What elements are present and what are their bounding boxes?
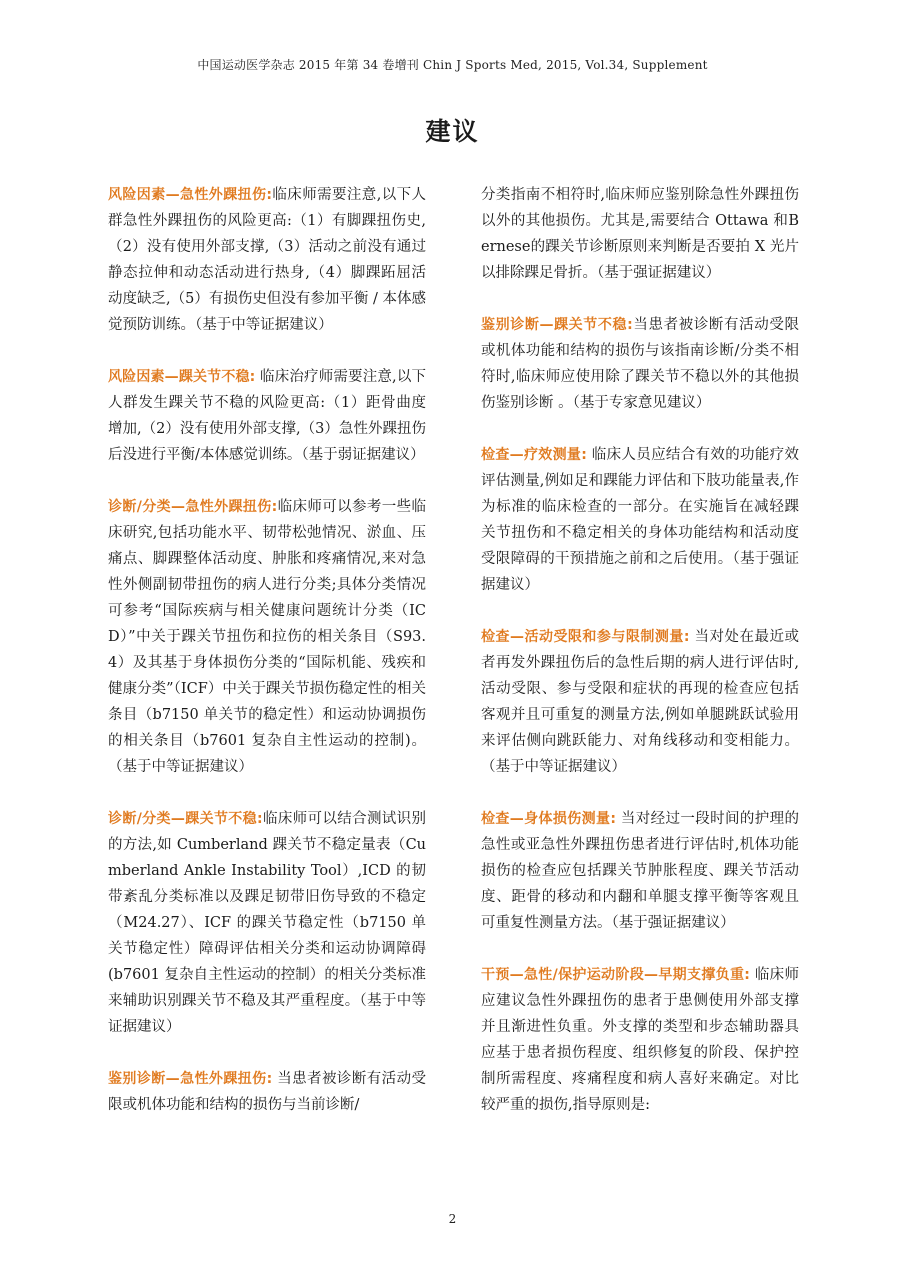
right-column — [481, 182, 799, 1144]
recommendation-heading: 诊断/分类—踝关节不稳: — [108, 811, 263, 827]
recommendation-body: 当患者被诊断有活动受限或机体功能和结构的损伤与该指南诊断/分类不相符时,临床师应使用除了踝关节不稳以外的其他损伤鉴别诊断 。（基于专家意见建议） — [481, 317, 800, 411]
recommendation-paragraph — [481, 312, 799, 416]
recommendation-paragraph — [108, 494, 426, 780]
recommendation-body: 当患者被诊断有活动受限或机体功能和结构的损伤与当前诊断/ — [108, 1071, 426, 1113]
recommendation-body: 当对经过一段时间的护理的急性或亚急性外踝扭伤患者进行评估时,机体功能损伤的检查应包括踝关节肿胀程度、踝关节活动度、距骨的移动和内翻和单腿支撑平衡等客观且可重复性测量方法。（基于强证据建议） — [481, 811, 799, 931]
recommendation-body: 临床师可以结合测试识别的方法,如 Cumberland 踝关节不稳定量表（Cumberland Ankle Instability Tool）,ICD 的韧带紊乱分类标准以及踝足韧带旧伤导致的不稳定（M24.27）、ICF 的踝关节稳定性（b7150 单关节稳定性）障碍评估相关分类和运动协调障碍(b7601 复杂自主性运动的控制）的相关分类标准来辅助识别踝关节不稳及其严重程度。（基于中等证据建议） — [108, 811, 426, 1035]
running-head: 中国运动医学杂志 2015 年第 34 卷增刊 Chin J Sports Med, 2015, Vol.34, Supplement — [197, 58, 708, 72]
recommendation-body: 当对处在最近或者再发外踝扭伤后的急性后期的病人进行评估时,活动受限、参与受限和症状的再现的检查应包括客观并且可重复的测量方法,例如单腿跳跃试验用来评估侧向跳跃能力、对角线移动和变相能力。（基于中等证据建议） — [481, 629, 799, 775]
page-number: 2 — [448, 1212, 457, 1226]
recommendation-heading: 检查—活动受限和参与限制测量: — [481, 629, 690, 645]
recommendation-heading: 检查—疗效测量: — [481, 447, 587, 463]
recommendation-body: 临床师需要注意,以下人群急性外踝扭伤的风险更高:（1）有脚踝扭伤史,（2）没有使用外部支撑,（3）活动之前没有通过静态拉伸和动态活动进行热身,（4）脚踝跖屈活动度缺乏,（5）有损伤史但没有参加平衡 / 本体感觉预防训练。（基于中等证据建议） — [108, 187, 426, 333]
recommendation-heading: 鉴别诊断—踝关节不稳: — [481, 317, 633, 333]
recommendation-heading: 干预—急性/保护运动阶段—早期支撑负重: — [481, 967, 750, 983]
recommendation-paragraph — [108, 1066, 426, 1118]
recommendation-paragraph — [108, 364, 426, 468]
recommendation-heading: 诊断/分类—急性外踝扭伤: — [108, 499, 278, 515]
recommendation-paragraph — [108, 182, 426, 338]
recommendation-heading: 鉴别诊断—急性外踝扭伤: — [108, 1071, 273, 1087]
left-column — [108, 182, 426, 1144]
recommendation-paragraph — [108, 806, 426, 1040]
recommendation-body: 临床师可以参考一些临床研究,包括功能水平、韧带松弛情况、淤血、压痛点、脚踝整体活动度、肿胀和疼痛情况,来对急性外侧副韧带扭伤的病人进行分类;具体分类情况可参考“国际疾病与相关健康问题统计分类（ICD）”中关于踝关节扭伤和拉伤的相关条目（S93.4）及其基于身体损伤分类的“国际机能、残疾和健康分类”（ICF）中关于踝关节损伤稳定性的相关条目（b7150 单关节的稳定性）和运动协调损伤的相关条目（b7601 复杂自主性运动的控制)。（基于中等证据建议） — [108, 499, 426, 775]
recommendation-body: 分类指南不相符时,临床师应鉴别除急性外踝扭伤以外的其他损伤。尤其是,需要结合 Ottawa 和Bernese的踝关节诊断原则来判断是否要拍 X 光片以排除踝足骨折。（基于强证据建议） — [481, 187, 799, 281]
recommendation-heading: 风险因素—急性外踝扭伤: — [108, 187, 272, 203]
recommendation-body: 临床人员应结合有效的功能疗效评估测量,例如足和踝能力评估和下肢功能量表,作为标准的临床检查的一部分。在实施旨在减轻踝关节扭伤和不稳定相关的身体功能结构和活动度受限障碍的干预措施之前和之后使用。（基于强证据建议） — [481, 447, 799, 593]
page-title: 建议 — [425, 117, 480, 146]
recommendation-body: 临床治疗师需要注意,以下人群发生踝关节不稳的风险更高:（1）距骨曲度增加,（2）没有使用外部支撑,（3）急性外踝扭伤后没进行平衡/本体感觉训练。（基于弱证据建议） — [108, 369, 427, 463]
recommendation-continuation — [481, 182, 799, 286]
recommendation-paragraph — [481, 624, 799, 780]
recommendation-paragraph — [481, 442, 799, 598]
recommendation-paragraph — [481, 806, 799, 936]
recommendation-heading: 风险因素—踝关节不稳: — [108, 369, 256, 385]
recommendation-heading: 检查—身体损伤测量: — [481, 811, 616, 827]
recommendation-body: 临床师应建议急性外踝扭伤的患者于患侧使用外部支撑并且渐进性负重。外支撑的类型和步态辅助器具应基于患者损伤程度、组织修复的阶段、保护控制所需程度、疼痛程度和病人喜好来确定。对比较严重的损伤,指导原则是: — [481, 967, 799, 1113]
recommendation-paragraph — [481, 962, 799, 1118]
